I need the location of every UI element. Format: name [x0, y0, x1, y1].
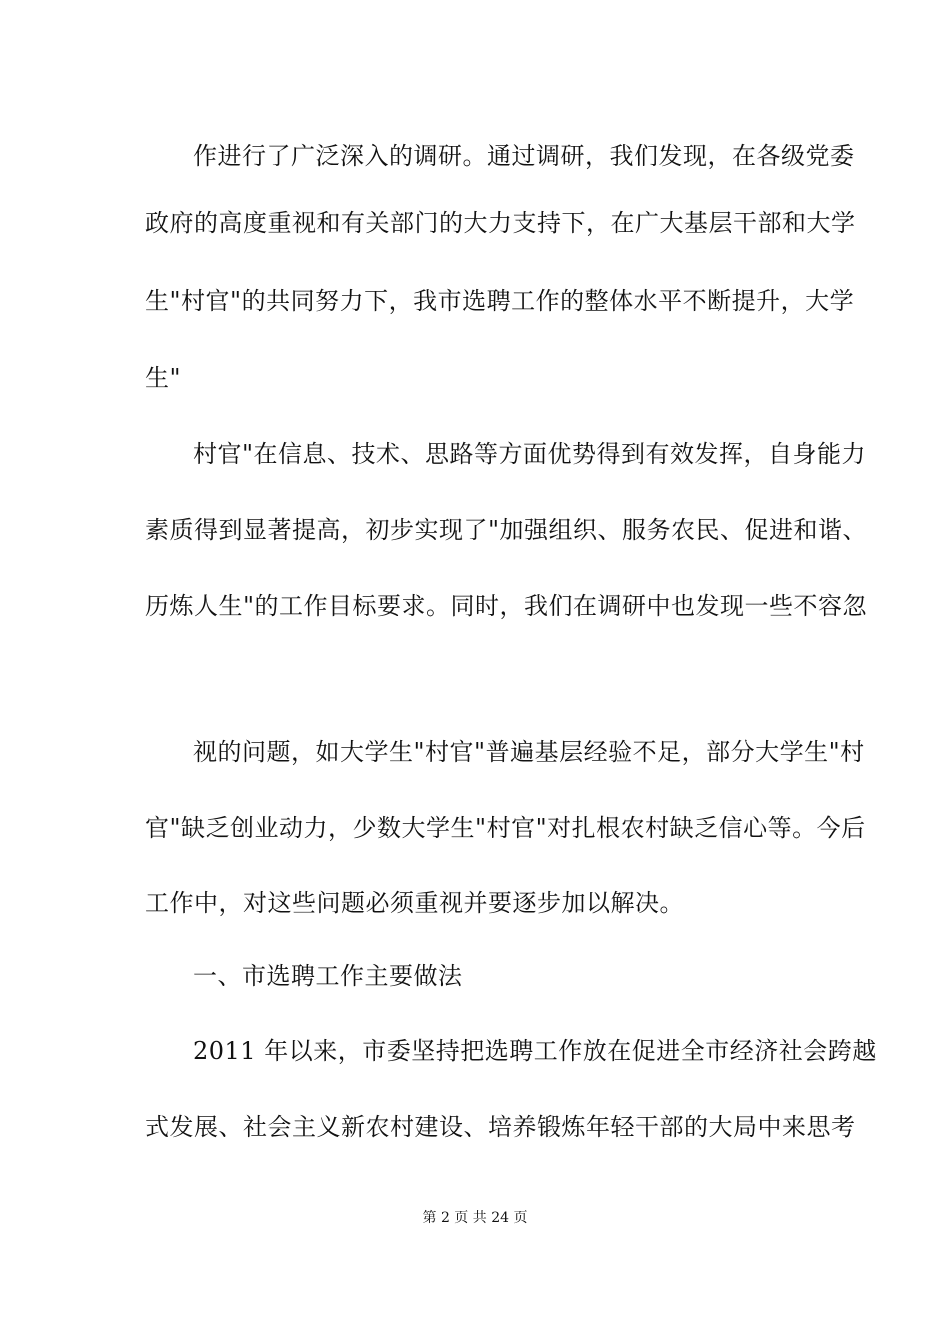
- paragraph-line: 历炼人生"的工作目标要求。同时，我们在调研中也发现一些不容忽: [145, 592, 868, 620]
- paragraph-line: 官"缺乏创业动力，少数大学生"村官"对扎根农村缺乏信心等。今后: [145, 814, 866, 842]
- paragraph-line: 素质得到显著提高，初步实现了"加强组织、服务农民、促进和谐、: [145, 516, 868, 544]
- page-number-footer: 第 2 页 共 24 页: [422, 1210, 528, 1226]
- paragraph-line: 政府的高度重视和有关部门的大力支持下，在广大基层干部和大学: [145, 209, 856, 237]
- paragraph-line: 式发展、社会主义新农村建设、培养锻炼年轻干部的大局中来思考: [145, 1113, 856, 1141]
- paragraph-line: 工作中，对这些问题必须重视并要逐步加以解决。: [145, 889, 684, 917]
- paragraph-line: 视的问题，如大学生"村官"普遍基层经验不足，部分大学生"村: [193, 738, 865, 766]
- paragraph-line: 村官"在信息、技术、思路等方面优势得到有效发挥，自身能力: [193, 440, 867, 468]
- paragraph-line: 生": [145, 364, 182, 392]
- paragraph-line: 生"村官"的共同努力下，我市选聘工作的整体水平不断提升，大学: [145, 287, 855, 315]
- paragraph-line: 2011 年以来，市委坚持把选聘工作放在促进全市经济社会跨越: [193, 1037, 877, 1065]
- section-heading: 一、市选聘工作主要做法: [193, 962, 463, 990]
- paragraph-line: 作进行了广泛深入的调研。通过调研，我们发现，在各级党委: [193, 142, 855, 170]
